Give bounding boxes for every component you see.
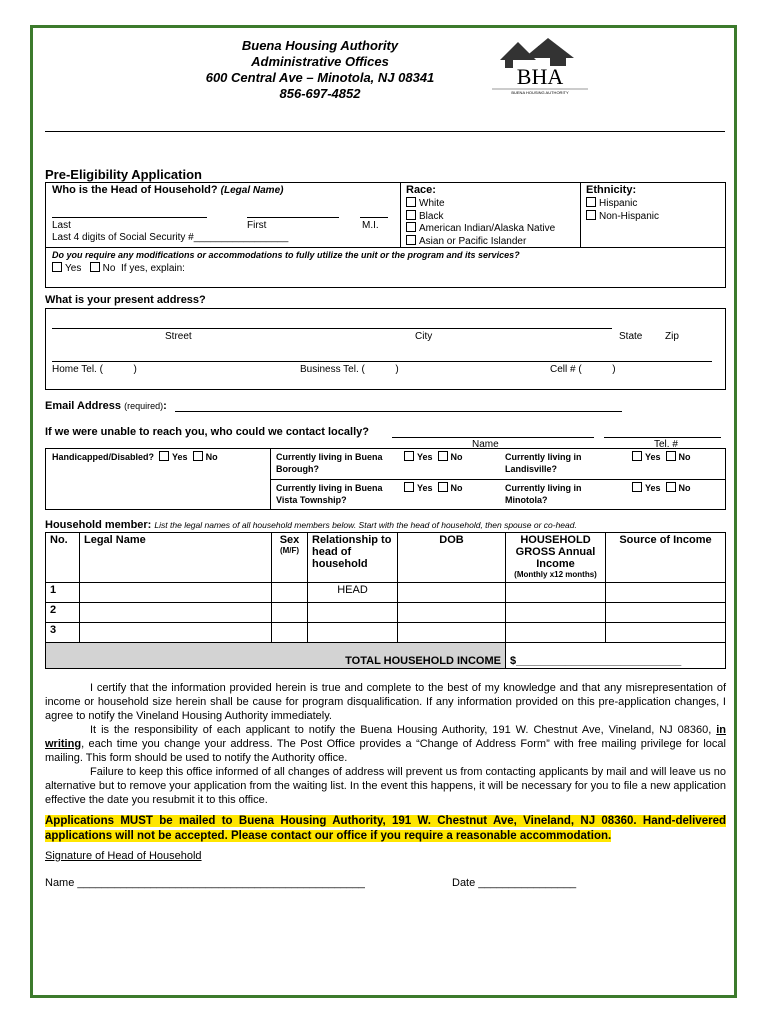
col-dob: DOB (398, 533, 506, 583)
first-name-field[interactable] (247, 217, 339, 218)
contact-name-label: Name (472, 439, 499, 450)
state-label: State (619, 331, 643, 342)
no-checkbox[interactable] (438, 482, 448, 492)
org-name: Buena Housing Authority (241, 38, 399, 53)
race-option-black[interactable]: Black (406, 210, 555, 223)
col-source: Source of Income (606, 533, 726, 583)
logo-text: BHA (516, 64, 564, 89)
logo-subtext: BUENA HOUSING AUTHORITY (511, 90, 569, 95)
no-checkbox[interactable] (666, 451, 676, 461)
col-sex: Sex (M/F) (272, 533, 308, 583)
dept-name: Administrative Offices (251, 54, 389, 69)
handicapped-row: Handicapped/Disabled? Yes No (52, 452, 218, 462)
ethnicity-label: Ethnicity: (586, 184, 637, 196)
accommodation-answer: Yes No If yes, explain: (52, 262, 185, 274)
buena-vista-label: Currently living in Buena Vista Township? (276, 483, 383, 505)
minotola-label: Currently living in Minotola? (505, 483, 582, 505)
total-income-field[interactable]: $___________________________ (506, 643, 726, 669)
landisville-answer: Yes No (632, 451, 691, 462)
certify-paragraph-3: Failure to keep this office informed of all changes of address will prevent us from contacting applicants by mail and will leave us no alternative but to remove your application from the waiting list. In the event this happens, it will be necessary for you to file a new application effective the date you resubmit it to this office. (45, 766, 726, 806)
business-tel-label: Business Tel. ( ) (300, 364, 399, 375)
checkbox[interactable] (586, 210, 596, 220)
checkbox[interactable] (586, 197, 596, 207)
no-checkbox[interactable] (438, 451, 448, 461)
form-title: Pre-Eligibility Application (45, 167, 202, 182)
accommodation-question: Do you require any modifications or accommodations to fully utilize the unit or the program and its services? (52, 250, 520, 260)
contact-tel-field[interactable] (604, 437, 721, 438)
buena-borough-label: Currently living in Buena Borough? (276, 452, 383, 474)
address-question: What is your present address? (45, 294, 206, 306)
letterhead (150, 38, 490, 102)
col-income: HOUSEHOLD GROSS Annual Income (Monthly x12 months) (506, 533, 606, 583)
house-logo-icon (490, 36, 590, 102)
signature-date-field[interactable]: Date ________________ (452, 877, 577, 889)
org-phone: 856-697-4852 (279, 86, 361, 101)
certify-paragraph-2: It is the responsibility of each applicant to notify the Buena Housing Authority, 191 W. Chestnut Ave, Vineland, NJ 08360, in writing, each time you change your address. The Post Office provides a “Change of Address Form” with free mailing privilege for local mailing. This form should be used to notify the Authority office. (45, 724, 727, 764)
ethnicity-options (586, 197, 659, 222)
no-checkbox[interactable] (193, 451, 203, 461)
first-label: First (247, 220, 267, 231)
ethnicity-option-hispanic[interactable]: Hispanic (586, 197, 659, 210)
cell-label: Cell # ( ) (550, 364, 616, 375)
email-row: Email Address (required): (45, 400, 167, 412)
name-cell[interactable] (80, 603, 272, 623)
landisville-label: Currently living in Landisville? (505, 452, 582, 474)
race-option-asian[interactable]: Asian or Pacific Islander (406, 235, 555, 248)
ethnicity-option-non-hispanic[interactable]: Non-Hispanic (586, 210, 659, 223)
race-option-white[interactable]: White (406, 197, 555, 210)
yes-checkbox[interactable] (632, 482, 642, 492)
checkbox[interactable] (406, 222, 416, 232)
checkbox[interactable] (406, 210, 416, 220)
name-cell[interactable] (80, 583, 272, 603)
checkbox[interactable] (406, 235, 416, 245)
contact-tel-label: Tel. # (654, 439, 678, 450)
table-row: 1 HEAD (46, 583, 726, 603)
email-field[interactable] (175, 411, 622, 412)
race-label: Race: (406, 184, 436, 196)
address-line[interactable] (52, 328, 612, 329)
no-checkbox[interactable] (90, 262, 100, 272)
bha-logo (490, 36, 590, 102)
household-table (45, 532, 726, 669)
address-box (45, 308, 726, 390)
last-label: Last (52, 220, 71, 231)
ssn-field[interactable]: Last 4 digits of Social Security #_________________ (52, 232, 289, 243)
col-relationship: Relationship to head of household (308, 533, 398, 583)
street-label: Street (165, 331, 192, 342)
race-option-native[interactable]: American Indian/Alaska Native (406, 222, 555, 235)
home-tel-label: Home Tel. ( ) (52, 364, 137, 375)
buena-borough-answer: Yes No (404, 451, 463, 462)
signature-label: Signature of Head of Household (45, 850, 202, 862)
signature-name-field[interactable]: Name _______________________________________________ (45, 877, 365, 889)
table-row: 2 (46, 603, 726, 623)
contact-name-field[interactable] (392, 437, 594, 438)
phone-line[interactable] (52, 361, 712, 362)
zip-label: Zip (665, 331, 679, 342)
yes-checkbox[interactable] (159, 451, 169, 461)
yes-checkbox[interactable] (404, 451, 414, 461)
race-options (406, 197, 555, 247)
yes-checkbox[interactable] (404, 482, 414, 492)
header-rule (45, 131, 725, 132)
no-checkbox[interactable] (666, 482, 676, 492)
mi-label: M.I. (362, 220, 379, 231)
city-label: City (415, 331, 433, 342)
yes-checkbox[interactable] (632, 451, 642, 461)
yes-checkbox[interactable] (52, 262, 62, 272)
last-name-field[interactable] (52, 217, 207, 218)
total-label: TOTAL HOUSEHOLD INCOME (46, 643, 506, 669)
col-legal-name: Legal Name (80, 533, 272, 583)
name-cell[interactable] (80, 623, 272, 643)
total-row (46, 643, 726, 669)
buena-vista-answer: Yes No (404, 482, 463, 493)
mail-notice: Applications MUST be mailed to Buena Housing Authority, 191 W. Chestnut Ave, Vineland, NJ 08360. Hand-delivered applications will not be accepted. Please contact our office if you require a reasonable accommodation. (45, 815, 726, 842)
certify-paragraph-1: I certify that the information provided herein is true and complete to the best of my knowledge and that any misrepresentation of income or household size herein shall be cause for program disqualification. If any information provided on this pre-application changes, I agree to notify the Vineland Housing Authority immediately. (45, 682, 726, 722)
minotola-answer: Yes No (632, 482, 691, 493)
org-address: 600 Central Ave – Minotola, NJ 08341 (205, 70, 435, 85)
table-row: 3 (46, 623, 726, 643)
contact-question: If we were unable to reach you, who could we contact locally? (45, 426, 369, 438)
mi-field[interactable] (360, 217, 388, 218)
head-question: Who is the Head of Household? (Legal Name) (52, 184, 284, 196)
household-heading: Household member: List the legal names of all household members below. Start with the head of household, then spouse or co-head. (45, 519, 577, 531)
col-no: No. (46, 533, 80, 583)
checkbox[interactable] (406, 197, 416, 207)
